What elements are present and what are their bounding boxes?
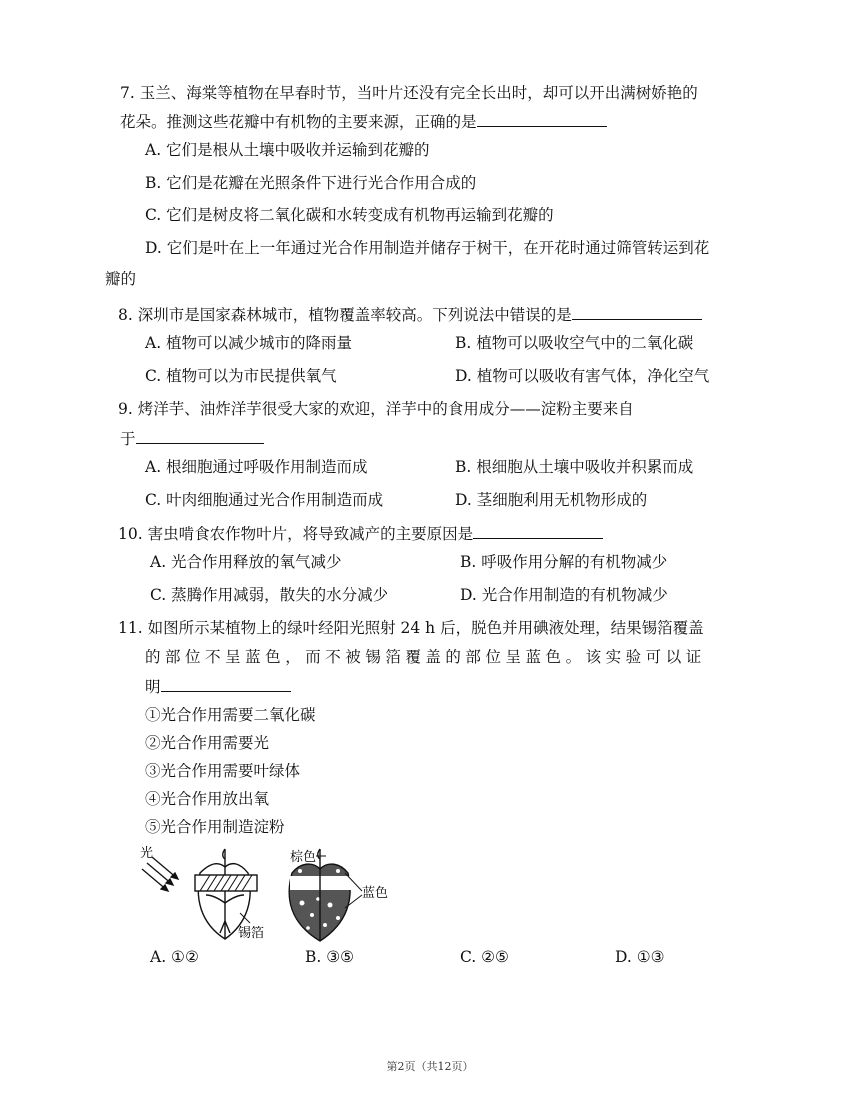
q11-stem-line2: 的 部 位 不 呈 蓝 色 ， 而 不 被 锡 箔 覆 盖 的 部 位 呈 蓝 色 。 该 实 验 可 以 证 [145,648,702,666]
blue-label: 蓝色 [362,886,389,901]
q7-stem-text: 花朵。推测这些花瓣中有机物的主要来源，正确的是 [120,113,477,131]
q7-option-a[interactable]: A. 它们是根从土壤中吸收并运输到花瓣的 [145,141,430,159]
q11-stem-text: 明 [145,678,161,696]
q8-option-c[interactable]: C. 植物可以为市民提供氧气 [145,367,337,385]
light-label: 光 [140,846,154,861]
q11-option-c[interactable]: C. ②⑤ [460,948,509,966]
q10-option-b[interactable]: B. 呼吸作用分解的有机物减少 [460,553,668,571]
q7-option-b[interactable]: B. 它们是花瓣在光照条件下进行光合作用合成的 [145,174,477,192]
q11-option-d[interactable]: D. ①③ [615,948,665,966]
q11-statement-4: ④光合作用放出氧 [145,790,270,808]
q9-answer-blank[interactable] [136,427,264,444]
q7-option-c[interactable]: C. 它们是树皮将二氧化碳和水转变成有机物再运输到花瓣的 [145,206,554,224]
q9-stem-text: 于 [120,430,136,448]
q11-stem-line1: 11. 如图所示某植物上的绿叶经阳光照射 24 h 后，脱色并用碘液处理，结果锡箔覆盖 [118,619,704,637]
q11-statement-1: ①光合作用需要二氧化碳 [145,706,316,724]
q11-stem-line3 [145,675,291,698]
q11-statement-5: ⑤光合作用制造淀粉 [145,818,285,836]
q9-option-c[interactable]: C. 叶肉细胞通过光合作用制造而成 [145,491,384,509]
q7-option-d-line2: 瓣的 [105,270,137,288]
q8-option-d[interactable]: D. 植物可以吸收有害气体，净化空气 [455,367,710,385]
q7-option-d-line1[interactable]: D. 它们是叶在上一年通过光合作用制造并储存于树干，在开花时通过筛管转运到花 [145,239,710,257]
light-arrows [142,857,178,891]
leaf-experiment-figure [140,843,390,943]
q11-answer-blank[interactable] [161,675,291,692]
q10-stem [118,522,603,545]
page-footer: 第2页（共12页） [386,1060,474,1073]
q11-statement-2: ②光合作用需要光 [145,734,270,752]
q7-answer-blank[interactable] [477,110,607,127]
foil-strip [195,875,257,891]
q8-option-a[interactable]: A. 植物可以减少城市的降雨量 [145,334,353,352]
q11-option-b[interactable]: B. ③⑤ [305,948,355,966]
q11-option-a[interactable]: A. ①② [150,948,199,966]
q9-option-a[interactable]: A. 根细胞通过呼吸作用制造而成 [145,458,368,476]
q11-statement-3: ③光合作用需要叶绿体 [145,762,301,780]
q7-stem-line1: 7. 玉兰、海棠等植物在早春时节，当叶片还没有完全长出时，却可以开出满树娇艳的 [120,84,698,102]
q8-answer-blank[interactable] [572,303,702,320]
q9-option-b[interactable]: B. 根细胞从土壤中吸收并积累而成 [455,458,694,476]
q9-option-d[interactable]: D. 茎细胞利用无机物形成的 [455,491,648,509]
q10-option-d[interactable]: D. 光合作用制造的有机物减少 [460,586,668,604]
q9-stem-line1: 9. 烤洋芋、油炸洋芋很受大家的欢迎，洋芋中的食用成分——淀粉主要来自 [118,400,634,418]
q8-stem-text: 8. 深圳市是国家森林城市，植物覆盖率较高。下列说法中错误的是 [118,306,572,324]
brown-label: 棕色 [290,850,317,865]
q10-stem-text: 10. 害虫啃食农作物叶片，将导致减产的主要原因是 [118,525,474,543]
q10-option-c[interactable]: C. 蒸腾作用减弱，散失的水分减少 [150,586,389,604]
q10-option-a[interactable]: A. 光合作用释放的氧气减少 [150,553,342,571]
q9-stem-line2 [120,427,264,450]
q10-answer-blank[interactable] [473,522,603,539]
q8-stem [118,303,702,326]
q7-stem-line2 [120,110,607,133]
foil-label: 锡箔 [238,926,265,941]
q8-option-b[interactable]: B. 植物可以吸收空气中的二氧化碳 [455,334,694,352]
